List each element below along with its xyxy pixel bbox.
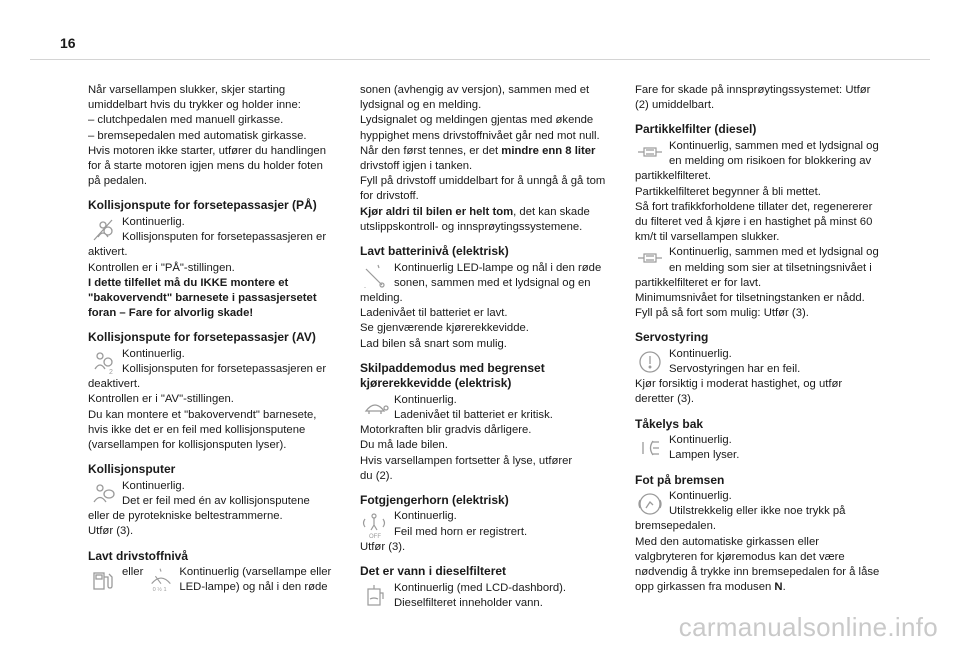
turtle-icon <box>360 393 394 423</box>
svg-text:2: 2 <box>109 368 113 376</box>
lamp-row-rear-fog <box>635 433 885 463</box>
lamp-text-airbag-on: Kontinuerlig. Kollisjonsputen for forsetepassasjeren er <box>122 215 327 244</box>
fuel-gauge-icon <box>147 565 177 595</box>
fuel-pump-icon <box>88 565 122 595</box>
column-3 <box>635 83 885 595</box>
lamp-text-water-in-diesel: Kontinuerlig (med LCD-dashbord). Dieselfilteret inneholder vann. <box>394 581 567 609</box>
column-2 <box>360 83 610 611</box>
body-airbags: eller de pyrotekniske beltestrammerne. Utfør (3). <box>88 510 283 538</box>
lamp-text-foot-on-brake: Kontinuerlig. Utilstrekkelig eller ikke noe trykk på <box>669 490 846 518</box>
svg-text:OFF: OFF <box>369 534 381 540</box>
lamp-text-particle-filter-2: Kontinuerlig, sammen med et lydsignal og en melding som sier at tilsetningsnivået i <box>669 246 879 274</box>
fuel-warning-bold: Kjør aldri til bilen er helt tom <box>360 205 514 218</box>
lamp-text-airbags: Kontinuerlig. Det er feil med én av kollisjonsputene <box>122 479 310 507</box>
svg-text:-: - <box>364 284 366 291</box>
particle-filter-additive-icon <box>635 245 669 275</box>
section-title-foot-on-brake: Fot på bremsen <box>635 472 725 487</box>
lamp-row-foot-on-brake <box>635 489 885 519</box>
water-in-diesel-icon <box>360 581 394 611</box>
fuel-continued-paragraph <box>360 83 610 235</box>
particle-filter-icon <box>635 139 669 169</box>
fuel-text-bold: mindre enn 8 liter <box>501 144 596 157</box>
airbag-off-disabled-icon <box>88 215 122 245</box>
body-power-steering: Kjør forsiktig i moderat hastighet, og utfør deretter (3). <box>635 378 843 406</box>
body-airbag-off: deaktivert. Kontrollen er i "AV"-stillingen. Du kan montere et "bakovervendt" barnesete, hvis ikke det er en feil med kollisjonsputene (varsellampen for kollisjonsputen lyser). <box>88 378 317 452</box>
lamp-row-limp-mode <box>360 393 610 423</box>
fuel-text-c: , det kan skade utslippskontroll- og innsprøytingssystemene. <box>360 205 590 233</box>
lamp-row-particle-filter-1 <box>635 139 885 169</box>
warning-airbag-on: I dette tilfellet må du IKKE montere et "bakovervendt" barnesete i passasjersetet foran – Fare for alvorlig skade! <box>88 276 317 320</box>
body-foot-on-brake <box>635 519 885 595</box>
section-title-airbags: Kollisjonsputer <box>88 462 176 477</box>
lamp-text-fuel: Kontinuerlig (varsellampe eller LED-lampe) og nål i den røde <box>179 566 332 594</box>
lamp-text-battery: Kontinuerlig LED-lampe og nål i den røde sonen, sammen med et lydsignal og en <box>394 261 602 289</box>
lamp-text-airbag-off: Kontinuerlig. Kollisjonsputen for forsetepassasjeren er <box>122 347 327 376</box>
body-airbag-on: aktivert. Kontrollen er i "PÅ"-stillingen. <box>88 246 235 274</box>
lamp-text-limp-mode: Kontinuerlig. Ladenivået til batteriet er kritisk. <box>394 393 553 421</box>
rear-fog-light-icon <box>635 433 669 463</box>
brake-text-a: bremsepedalen. Med den automatiske girkassen eller valgbryteren for kjøremodus kan det være nødvendig å trykke inn bremsepedalen for å låse opp girkassen fra modusen <box>635 520 880 594</box>
lamp-row-airbag-off <box>88 347 338 377</box>
section-title-power-steering: Servostyring <box>635 330 709 345</box>
body-particle-filter-1: partikkelfilteret. Partikkelfilteret begynner å bli mettet. Så fort trafikkforholdene tillater det, regenererer du filteret ved å kjøre i en hastighet på minst 60 km/t til varsellampen slukker. <box>635 170 873 244</box>
lamp-row-power-steering <box>635 347 885 377</box>
pedestrian-horn-off-icon <box>360 509 394 539</box>
lamp-text-pedestrian-horn: Kontinuerlig. Feil med horn er registrert. <box>394 510 528 538</box>
airbag-passenger-icon <box>88 347 122 377</box>
lamp-text-rear-fog: Kontinuerlig. Lampen lyser. <box>669 434 740 462</box>
lamp-row-battery <box>360 261 610 291</box>
fuel-or-text: eller <box>122 566 144 579</box>
body-pedestrian-horn: Utfør (3). <box>360 540 406 553</box>
section-title-airbag-off: Kollisjonspute for forsetepassasjer (AV) <box>88 330 316 345</box>
lamp-row-pedestrian-horn <box>360 509 610 539</box>
section-title-particle-filter: Partikkelfilter (diesel) <box>635 122 757 137</box>
foot-on-brake-icon <box>635 489 669 519</box>
body-limp-mode: Motorkraften blir gradvis dårligere. Du må lade bilen. Hvis varsellampen fortsetter å lyse, utfører du (2). <box>360 424 573 482</box>
section-title-battery: Lavt batterinivå (elektrisk) <box>360 244 509 259</box>
header-divider <box>30 59 930 60</box>
lamp-row-water-in-diesel <box>360 581 610 611</box>
lamp-text-power-steering: Kontinuerlig. Servostyringen har en feil. <box>669 347 801 376</box>
water-continued-paragraph: Fare for skade på innsprøytingssystemet: Utfør (2) umiddelbart. <box>635 84 871 112</box>
svg-text:0 ½ 1: 0 ½ 1 <box>152 587 167 594</box>
watermark: carmanualsonline.info <box>678 612 938 642</box>
section-title-airbag-on: Kollisjonspute for forsetepassasjer (PÅ) <box>88 198 317 213</box>
section-title-rear-fog: Tåkelys bak <box>635 416 704 431</box>
lamp-row-airbag-on <box>88 215 338 245</box>
start-paragraph: Når varsellampen slukker, skjer starting umiddelbart hvis du trykker og holder inne: – clutchpedalen med manuell girkasse. – bremsepedalen med automatisk girkasse. Hvis motoren ikke starter, utfører du handlingen for å starte motoren igjen mens du holder foten på pedalen. <box>88 84 326 188</box>
section-title-water-in-diesel: Det er vann i dieselfilteret <box>360 564 507 579</box>
lamp-row-particle-filter-2 <box>635 245 885 275</box>
steering-wheel-warning-icon <box>635 347 669 377</box>
lamp-row-fuel <box>88 565 338 595</box>
lamp-text-particle-filter-1: Kontinuerlig, sammen med et lydsignal og en melding om risikoen for blokkering av <box>669 139 879 168</box>
fuel-text-b: drivstoff igjen i tanken. Fyll på drivstoff umiddelbart for å unngå å gå tom for drivstoff. <box>360 160 606 203</box>
body-particle-filter-2: partikkelfilteret er for lavt. Minimumsnivået for tilsetningstanken er nådd. Fyll på så fort som mulig: Utfør (3). <box>635 276 865 320</box>
battery-gauge-icon <box>360 261 394 291</box>
page-number: 16 <box>60 35 76 51</box>
lamp-row-airbags <box>88 479 338 509</box>
fuel-text-a: sonen (avhengig av versjon), sammen med et lydsignal og en melding. Lydsignalet og meldingen gjentas med økende hyppighet mens drivstoffnivået går ned mot null. Når den først tennes, er det <box>360 84 600 157</box>
section-title-fuel: Lavt drivstoffnivå <box>88 548 189 563</box>
section-title-pedestrian-horn: Fotgjengerhorn (elektrisk) <box>360 492 509 507</box>
brake-mode-n: N <box>774 581 783 594</box>
section-title-limp-mode: Skilpaddemodus med begrenset kjørerekkevidde (elektrisk) <box>360 360 545 391</box>
column-1 <box>88 83 338 595</box>
airbag-warning-icon <box>88 479 122 509</box>
body-battery: melding. Ladenivået til batteriet er lavt. Se gjenværende kjørerekkevidde. Lad bilen så snart som mulig. <box>360 291 529 350</box>
brake-text-end: . <box>782 581 786 594</box>
